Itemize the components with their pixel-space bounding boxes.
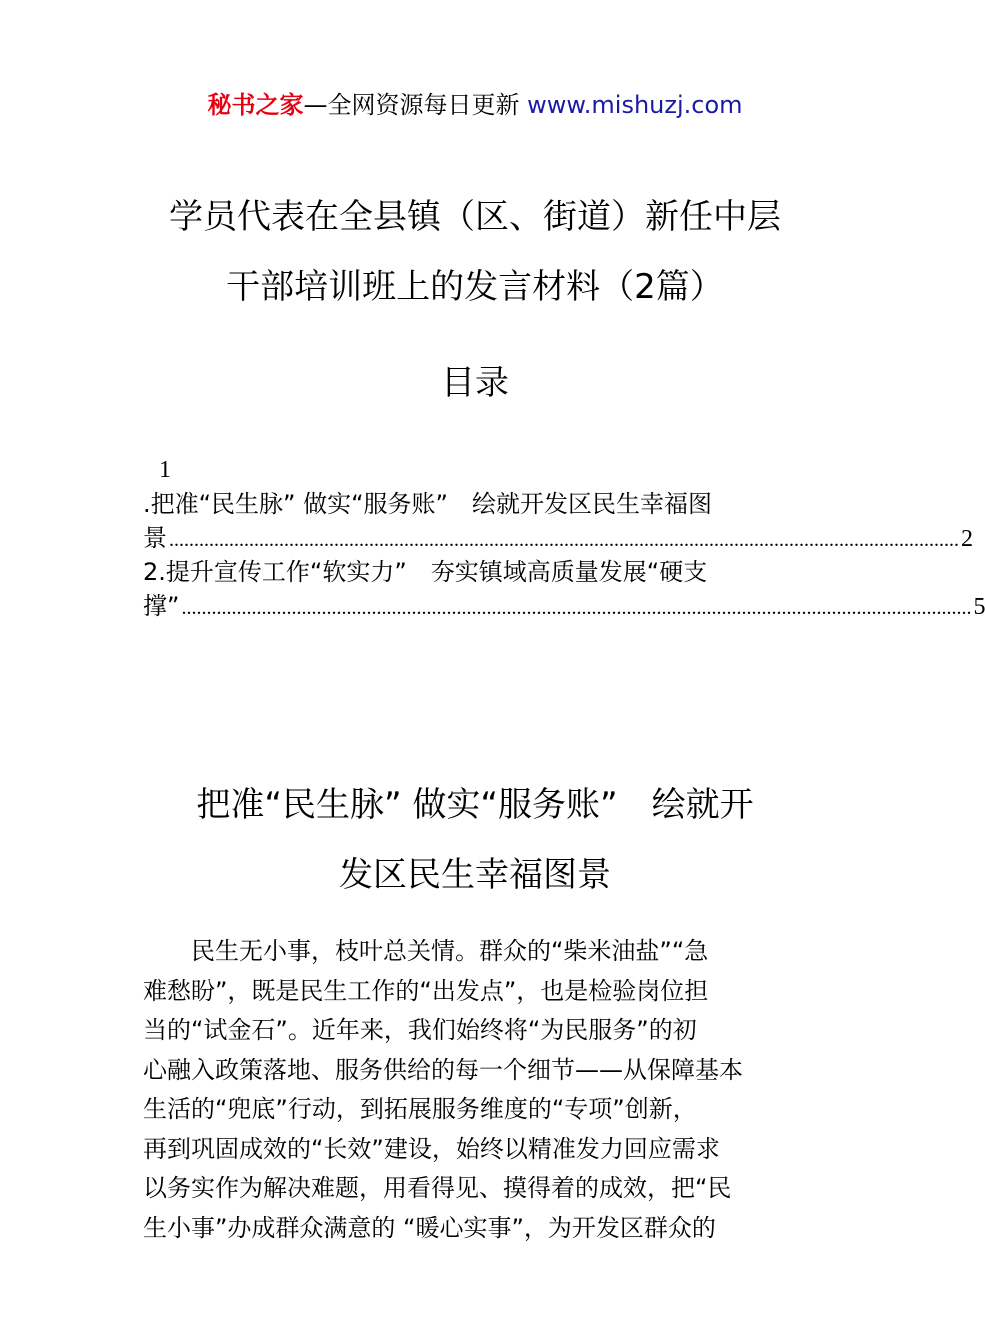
document-title-line-1: 学员代表在全县镇（区、街道）新任中层	[169, 197, 781, 237]
paragraph-line: 生活的“兜底”行动，到拓展服务维度的“专项”创新，	[143, 1095, 697, 1123]
toc-dot-leader: ..............................................................................................................................................................	[181, 597, 972, 619]
paragraph-line: 生小事”办成群众满意的 “暖心实事”，为开发区群众的	[143, 1213, 716, 1242]
toc-entry-2-title[interactable]: 2.提升宣传工作“软实力” 夯实镇域高质量发展“硬支	[143, 558, 708, 586]
toc-entry-1-leader-row[interactable]	[143, 521, 973, 555]
toc-entry-2-title-end: 撑”	[143, 592, 180, 620]
toc-entry-1-title-end: 景	[143, 524, 167, 552]
brand-name: 秘书之家	[207, 91, 304, 119]
toc-heading: 目录	[441, 363, 509, 403]
paragraph-line: 以务实作为解决难题，用看得见、摸得着的成效，把“民	[143, 1174, 732, 1202]
toc-dot-leader: ..............................................................................................................................................................	[169, 529, 959, 551]
paragraph-line: 民生无小事，枝叶总关情。群众的“柴米油盐”“急	[191, 937, 709, 965]
body-paragraph	[143, 932, 807, 1248]
section-title-line-2: 发区民生幸福图景	[339, 855, 611, 895]
toc-entry-1-title[interactable]: .把准“民生脉” 做实“服务账” 绘就开发区民生幸福图	[143, 490, 712, 518]
toc-entry-1-number: 1	[159, 457, 171, 483]
table-of-contents	[143, 453, 985, 623]
site-header	[0, 88, 950, 122]
document-title-line-2: 干部培训班上的发言材料（2篇）	[226, 267, 724, 307]
toc-entry-2-leader-row[interactable]	[143, 589, 985, 623]
document-title	[0, 182, 950, 322]
site-url-link[interactable]: www.mishuzj.com	[527, 91, 743, 119]
paragraph-line: 难愁盼”，既是民生工作的“出发点”，也是检验岗位担	[143, 976, 709, 1005]
paragraph-line: 再到巩固成效的“长效”建设，始终以精准发力回应需求	[143, 1134, 720, 1163]
paragraph-line: 心融入政策落地、服务供给的每一个细节——从保障基本	[143, 1055, 743, 1084]
section-title-line-1: 把准“民生脉” 做实“服务账” 绘就开	[196, 785, 754, 825]
header-tagline: —全网资源每日更新	[303, 91, 528, 119]
paragraph-line: 当的“试金石”。近年来，我们始终将“为民服务”的初	[143, 1016, 697, 1044]
toc-entry-1-page: 2	[961, 526, 973, 552]
toc-entry-2-page: 5	[973, 594, 985, 620]
section-title	[0, 770, 950, 910]
